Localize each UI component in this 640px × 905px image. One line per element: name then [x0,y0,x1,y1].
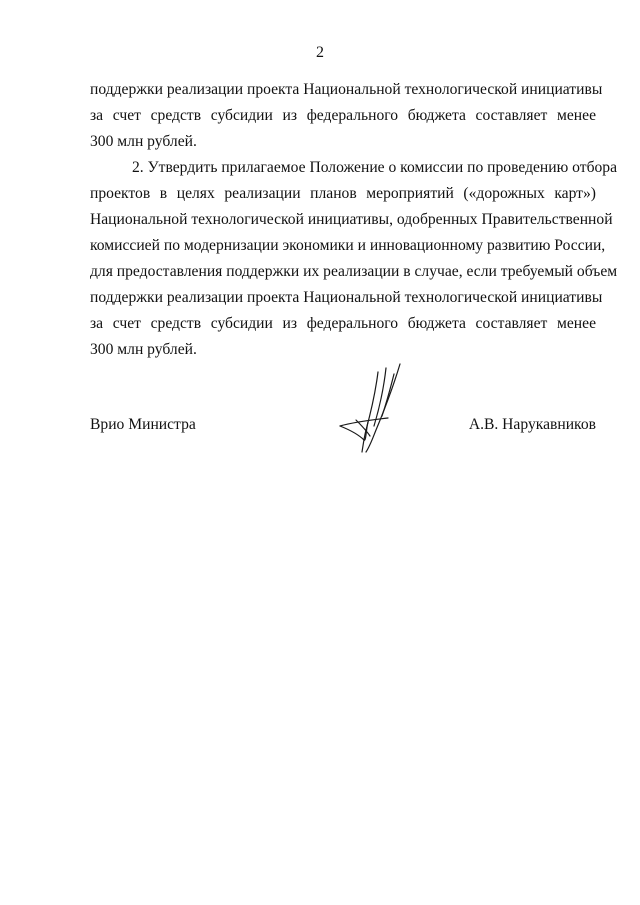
text-line: 2. Утвердить прилагаемое Положение о комиссии по проведению отбора [132,159,618,176]
signer-title: Врио Министра [90,416,196,433]
text-line: поддержки реализации проекта Национальной технологической инициативы [90,289,603,306]
paragraph-item-2 [90,155,618,363]
text-line: комиссией по модернизации экономики и инновационному развитию России, [90,237,606,254]
text-line: поддержки реализации проекта Национальной технологической инициативы [90,81,603,98]
signer-name: А.В. Нарукавников [468,416,596,433]
text-line: 300 млн рублей. [90,341,197,358]
document-body [90,77,618,363]
paragraph-continuation [90,77,603,155]
text-line: Национальной технологической инициативы, одобренных Правительственной [90,211,613,228]
handwritten-signature-icon [336,360,416,460]
page-number: 2 [316,44,324,61]
text-line: проектов в целях реализации планов мероприятий («дорожных карт») [90,185,596,202]
text-line: 300 млн рублей. [90,133,197,150]
text-line: за счет средств субсидии из федерального бюджета составляет менее [90,315,596,332]
text-line: за счет средств субсидии из федерального бюджета составляет менее [90,107,596,124]
text-line: для предоставления поддержки их реализации в случае, если требуемый объем [90,263,618,280]
